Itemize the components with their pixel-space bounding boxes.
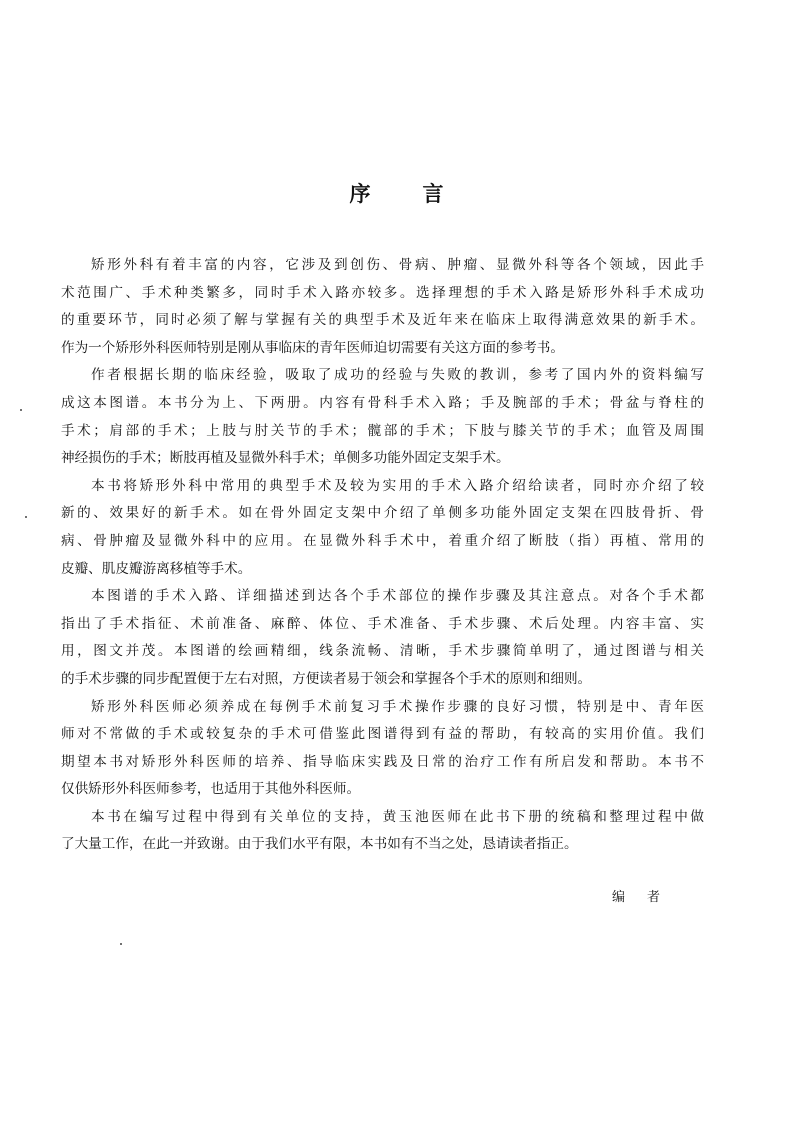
text-line: 本书在编写过程中得到有关单位的支持，黄玉池医师在此书下册的统稿和整理过程中做 <box>91 808 704 825</box>
title-char-2: 言 <box>422 181 444 206</box>
text-line: 病、骨肿瘤及显微外科中的应用。在显微外科手术中，着重介绍了断肢（指）再植、常用的 <box>61 532 704 549</box>
text-line: 用，图文并茂。本图谱的绘画精细，线条流畅、清晰，手术步骤简单明了，通过图谱与相关 <box>61 643 704 660</box>
text-line: 仅供矫形外科医师参考，也适用于其他外科医师。 <box>61 781 361 798</box>
text-line: 矫形外科医师必须养成在每例手术前复习手术操作步骤的良好习惯，特别是中、青年医 <box>91 698 704 715</box>
text-line: 本书将矫形外科中常用的典型手术及较为实用的手术入路介绍给读者，同时亦介绍了较 <box>91 477 704 494</box>
text-line: 成这本图谱。本书分为上、下两册。内容有骨科手术入路；手及腕部的手术；骨盆与脊柱的 <box>61 394 704 411</box>
scan-speck <box>120 943 122 945</box>
preface-body <box>61 252 704 859</box>
text-line: 皮瓣、肌皮瓣游离移植等手术。 <box>61 560 252 577</box>
text-line: 手术；肩部的手术；上肢与肘关节的手术；髋部的手术；下肢与膝关节的手术；血管及周围 <box>61 422 704 439</box>
text-line: 指出了手术指征、术前准备、麻醉、体位、手术准备、手术步骤、术后处理。内容丰富、实 <box>61 615 704 632</box>
text-line: 了大量工作，在此一并致谢。由于我们水平有限，本书如有不当之处，恳请读者指正。 <box>61 836 578 853</box>
text-line: 本图谱的手术入路、详细描述到达各个手术部位的操作步骤及其注意点。对各个手术都 <box>91 588 704 605</box>
text-line: 矫形外科有着丰富的内容，它涉及到创伤、骨病、肿瘤、显微外科等各个领域，因此手 <box>91 257 704 273</box>
text-line: 期望本书对矫形外科医师的培养、指导临床实践及日常的治疗工作有所启发和帮助。本书不 <box>61 753 704 770</box>
text-line: 新的、效果好的新手术。如在骨外固定支架中介绍了单侧多功能外固定支架在四肢骨折、骨 <box>61 505 704 522</box>
title-char-1: 序 <box>349 181 371 206</box>
signature-char-2: 者 <box>647 890 661 905</box>
scan-speck <box>25 516 27 518</box>
scan-speck <box>20 409 22 411</box>
signature <box>612 886 660 905</box>
signature-char-1: 编 <box>612 890 626 905</box>
text-line: 作者根据长期的临床经验，吸取了成功的经验与失败的教训，参考了国内外的资料编写 <box>91 367 704 384</box>
text-line: 的手术步骤的同步配置便于左右对照，方便读者易于领会和掌握各个手术的原则和细则。 <box>61 670 592 687</box>
text-line: 神经损伤的手术；断肢再植及显微外科手术；单侧多功能外固定支架手术。 <box>61 450 510 467</box>
text-line: 作为一个矫形外科医师特别是刚从事临床的青年医师迫切需要有关这方面的参考书。 <box>61 339 564 356</box>
page-title <box>0 178 793 208</box>
text-line: 的重要环节，同时必须了解与掌握有关的典型手术及近年来在临床上取得满意效果的新手术。 <box>61 312 704 329</box>
text-line: 师对不常做的手术或较复杂的手术可借鉴此图谱得到有益的帮助，有较高的实用价值。我们 <box>61 726 704 743</box>
text-line: 术范围广、手术种类繁多，同时手术入路亦较多。选择理想的手术入路是矫形外科手术成功 <box>61 284 704 301</box>
